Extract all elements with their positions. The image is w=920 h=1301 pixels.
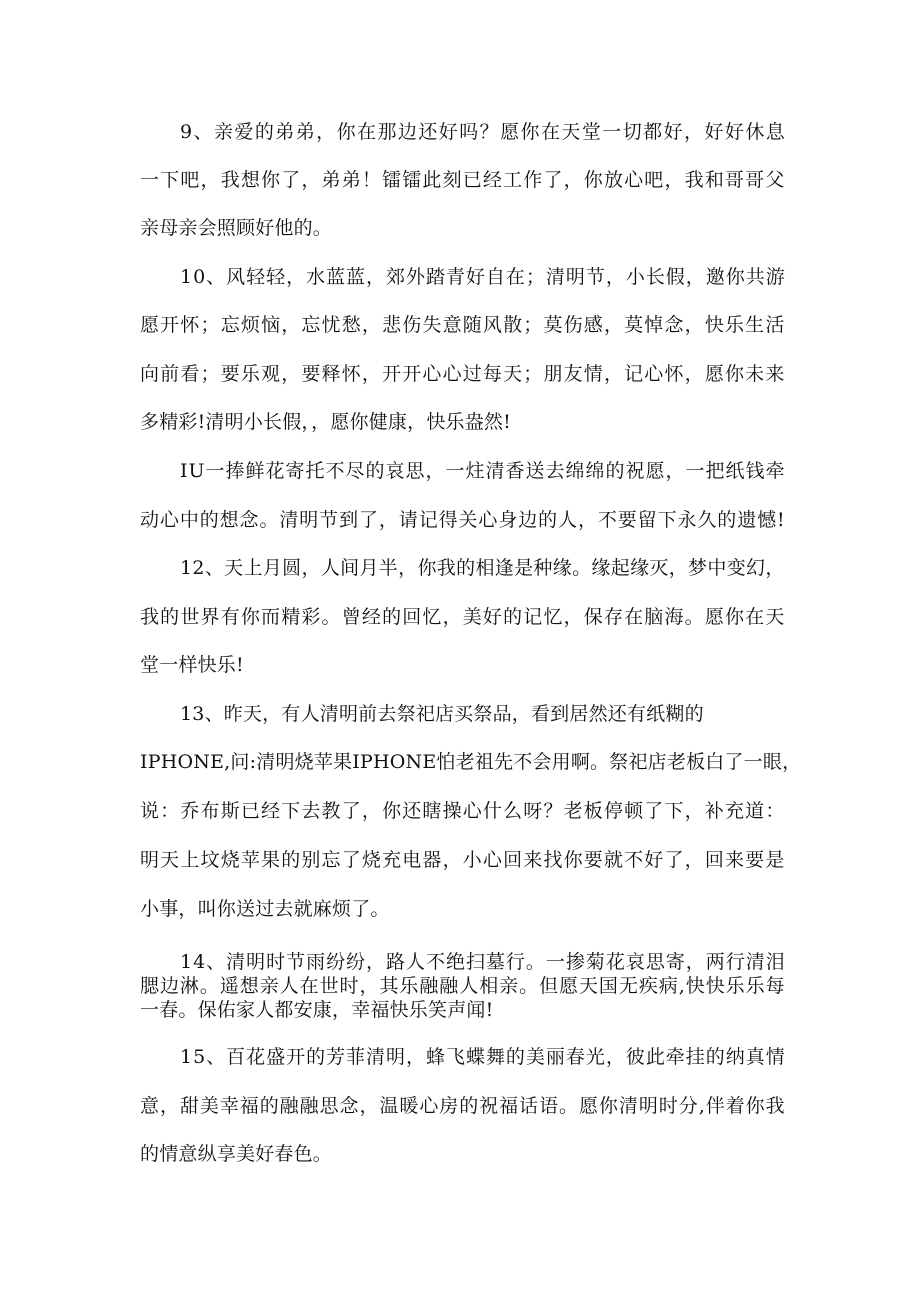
paragraph-9-line-1: 9 、 亲 爱 的 弟 弟 ， 你 在 那 边 还 好 吗 ？ 愿 你 在 天 堂 一 切 都 好 ， 好 好 休 息 [180, 121, 785, 143]
paragraph-15-line-2: 意 ， 甜 美 幸 福 的 融 融 思 念 ， 温 暖 心 房 的 祝 福 话 语 。 愿 你 清 明 时 分 , 伴 着 你 我 [140, 1095, 785, 1117]
paragraph-11-line-1: I U 一 捧 鲜 花 寄 托 不 尽 的 哀 思 ， 一 炷 清 香 送 去 绵 绵 的 祝 愿 ， 一 把 纸 钱 牵 [180, 460, 785, 482]
paragraph-10-line-4: 多精彩!清明小长假，，愿你健康，快乐盎然! [140, 411, 511, 433]
paragraph-10-line-1: 1 0 、 风 轻 轻 ， 水 蓝 蓝 ， 郊 外 踏 青 好 自 在 ； 清 明 节 ， 小 长 假 ， 邀 你 共 游 [180, 266, 785, 288]
paragraph-12-line-2: 我 的 世 界 有 你 而 精 彩 。 曾 经 的 回 忆 ， 美 好 的 记 忆 ， 保 存 在 脑 海 。 愿 你 在 天 [140, 606, 785, 628]
paragraph-13-line-5: 小事，叫你送过去就麻烦了。 [140, 898, 390, 920]
paragraph-15-line-3: 的情意纵享美好春色。 [140, 1143, 333, 1165]
paragraph-10-line-2: 愿 开 怀 ； 忘 烦 恼 ， 忘 忧 愁 ， 悲 伤 失 意 随 风 散 ； 莫 伤 感 ， 莫 悼 念 ， 快 乐 生 活 [140, 314, 785, 336]
paragraph-13-line-4: 明 天 上 坟 烧 苹 果 的 别 忘 了 烧 充 电 器 ， 小 心 回 来 找 你 要 就 不 好 了 ， 回 来 要 是 [140, 849, 785, 871]
paragraph-11-line-2: 动 心 中 的 想 念 。 清 明 节 到 了 ， 请 记 得 关 心 身 边 的 人 ， 不 要 留 下 永 久 的 遗 憾 ! [140, 509, 785, 531]
paragraph-13-line-1: 13、昨天，有人清明前去祭祀店买祭品，看到居然还有纸糊的 [180, 703, 704, 725]
paragraph-14-line-3: 一春。保佑家人都安康，幸福快乐笑声闻! [140, 999, 494, 1021]
paragraph-14-line-2: 腮 边 淋 。 遥 想 亲 人 在 世 时 ， 其 乐 融 融 人 相 亲 。 但 愿 天 国 无 疾 病 , 快 快 乐 乐 每 [140, 975, 785, 997]
paragraph-13-line-2: I P H O N E , 问 : 清 明 烧 苹 果 I P H O N E 怕 老 祖 先 不 会 用 啊 。 祭 祀 店 老 板 白 了 一 眼 ， [140, 751, 802, 773]
paragraph-15-line-1: 1 5 、 百 花 盛 开 的 芳 菲 清 明 ， 蜂 飞 蝶 舞 的 美 丽 春 光 ， 彼 此 牵 挂 的 纳 真 情 [180, 1046, 785, 1068]
paragraph-12-line-3: 堂一样快乐! [140, 654, 244, 676]
paragraph-13-line-3: 说 ： 乔 布 斯 已 经 下 去 教 了 ， 你 还 瞎 操 心 什 么 呀 ？ 老 板 停 顿 了 下 ， 补 充 道 ： [140, 800, 785, 822]
paragraph-10-line-3: 向 前 看 ； 要 乐 观 ， 要 释 怀 ， 开 开 心 心 过 每 天 ； 朋 友 情 ， 记 心 怀 ， 愿 你 未 来 [140, 363, 785, 385]
paragraph-12-line-1: 1 2 、 天 上 月 圆 ， 人 间 月 半 ， 你 我 的 相 逢 是 种 缘 。 缘 起 缘 灭 ， 梦 中 变 幻 ， [180, 557, 785, 579]
paragraph-9-line-2: 一 下 吧 ， 我 想 你 了 ， 弟 弟 ！ 镭 镭 此 刻 已 经 工 作 了 ， 你 放 心 吧 ， 我 和 哥 哥 父 [140, 169, 785, 191]
paragraph-14-line-1: 1 4 、 清 明 时 节 雨 纷 纷 ， 路 人 不 绝 扫 墓 行 。 一 掺 菊 花 哀 思 寄 ， 两 行 清 泪 [180, 951, 785, 973]
paragraph-9-line-3: 亲母亲会照顾好他的。 [140, 217, 333, 239]
